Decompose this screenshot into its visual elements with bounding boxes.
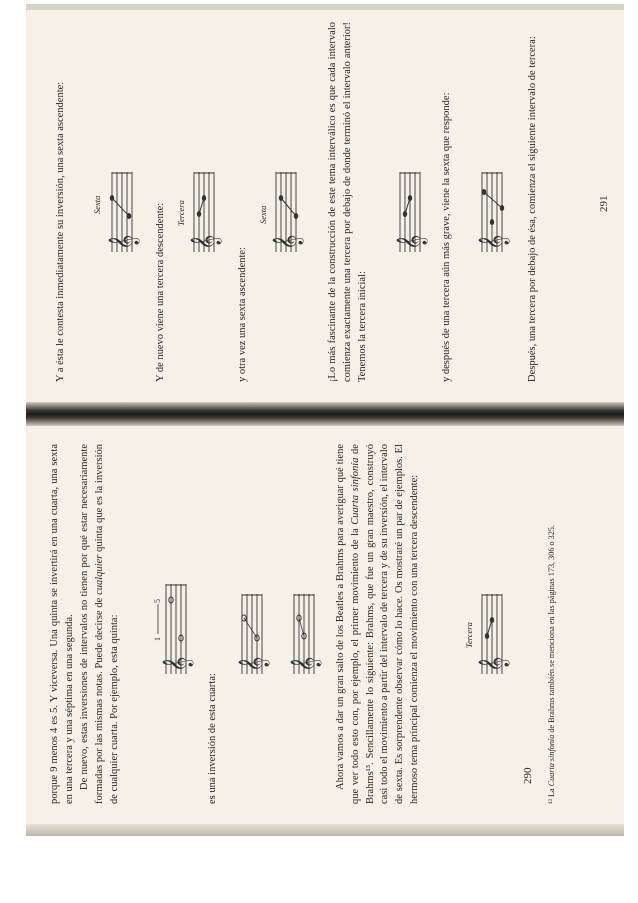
music-example-sexta-asc — [96, 172, 146, 252]
paragraph: y después de una tercera aún más grave, viene la sexta que responde: — [441, 92, 452, 382]
svg-text:𝄞: 𝄞 — [109, 234, 138, 250]
paragraph: Y de nuevo viene una tercera descendente: — [155, 202, 166, 382]
footnote: ¹³ La Cuarta sinfonía de Brahms también se menciona en las páginas 173, 306 o 325. — [547, 525, 556, 804]
svg-text:𝄞: 𝄞 — [291, 656, 320, 672]
page-291-content — [26, 4, 624, 402]
page-291 — [26, 4, 624, 402]
paragraph: ¡Lo más fascinante de la construcción de este tema interválico es que cada intervalo comienza exactamente una tercera por debajo de donde terminó el intervalo anterior! Tenemos la tercera inicial: — [327, 22, 368, 382]
svg-text:𝄞: 𝄞 — [397, 234, 426, 250]
interval-label: Tercera — [464, 622, 474, 648]
paragraph: Y a ésta le contesta inmediatamente su inversión, una sexta ascendente: — [55, 81, 66, 382]
page-number: 290 — [522, 767, 534, 784]
paragraph: Ahora vamos a dar un gran salto de los Beatles a Brahms para averiguar qué tiene que ver todo esto con, por ejemplo, el primer movimiento de la Cuarta sinfonía de Brahms¹³. Sencillamente lo siguiente: Brahms, que fue un gran maestro, construyó casi todo el movimiento a partir del intervalo de tercera y de su inversión, el intervalo de sexta. Es sorprendente observar cómo lo hace. Os mostraré un par de ejemplos. El hermoso tema principal comienza el movimiento con una tercera descendente: — [335, 444, 420, 804]
svg-text:𝄞: 𝄞 — [479, 656, 508, 672]
paragraph: Después, una tercera por debajo de ésa, comienza el siguiente intervalo de tercera: — [527, 36, 538, 382]
degree-label: 1 — [153, 637, 162, 641]
paragraph: y otra vez una sexta ascendente: — [237, 247, 248, 382]
svg-text:𝄞: 𝄞 — [191, 234, 220, 250]
paragraph: De nuevo, estas inversiones de intervalos no tienen por qué estar necesariamente formadas por las mismas notas. Puede decirse de cualquier quinta que es la inversión de cualquier cuarta. Por ejemplo, esta quinta: — [79, 444, 120, 804]
page-number: 291 — [598, 195, 610, 212]
svg-text:𝄞: 𝄞 — [479, 234, 508, 250]
music-example-cuarta — [226, 594, 276, 674]
book-spread-photo — [26, 4, 624, 836]
paragraph: porque 9 menos 4 es 5. Y viceversa. Una quinta se invertirá en una cuarta, una sexta en una tercera y una séptima en una segunda. — [49, 444, 75, 804]
music-example-cuarta-2 — [278, 594, 328, 674]
page-290 — [26, 426, 624, 824]
page-290-content — [26, 426, 624, 824]
svg-text:𝄞: 𝄞 — [163, 656, 192, 672]
interval-label: Tercera — [176, 200, 186, 226]
interval-label: Sexta — [258, 205, 268, 224]
music-example-quinta — [150, 584, 200, 674]
degree-label: 5 — [153, 599, 162, 603]
interval-label: Sexta — [92, 195, 102, 214]
music-example-sexta-responde — [466, 172, 516, 252]
book-gutter — [26, 402, 624, 426]
page-bottom-edge — [26, 824, 624, 836]
svg-text:𝄞: 𝄞 — [239, 656, 268, 672]
music-example-tercera-inicial — [384, 172, 434, 252]
paragraph: es una inversión de esta cuarta: — [207, 673, 218, 804]
svg-text:𝄞: 𝄞 — [273, 234, 302, 250]
